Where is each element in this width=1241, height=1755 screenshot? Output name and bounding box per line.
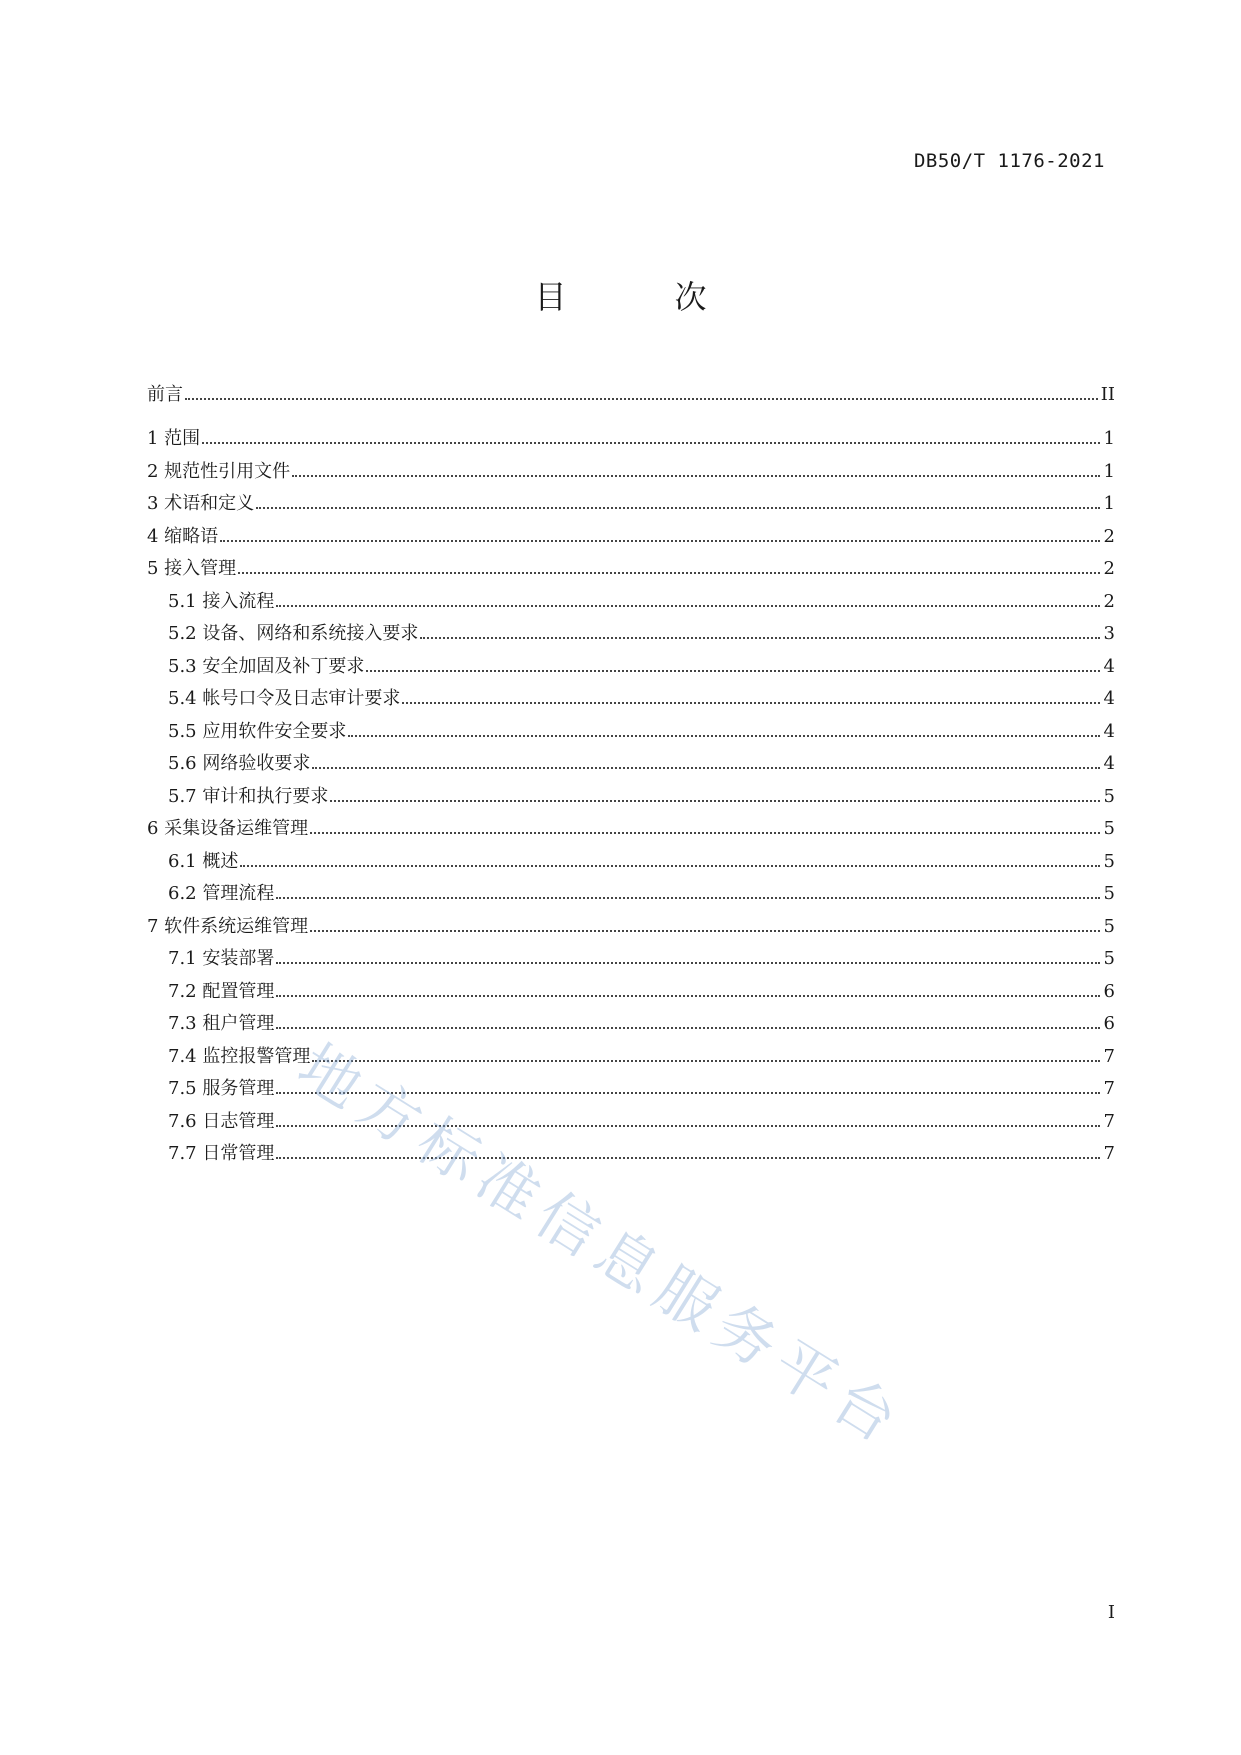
toc-entry-label: 6 采集设备运维管理 xyxy=(147,818,309,839)
toc-leader-dots xyxy=(310,929,1100,932)
toc-entry[interactable] xyxy=(147,748,1115,781)
toc-entry[interactable] xyxy=(147,1041,1115,1074)
toc-entry[interactable] xyxy=(147,553,1115,586)
toc-entry[interactable] xyxy=(147,813,1115,846)
toc-leader-dots xyxy=(312,766,1100,769)
toc-entry-label: 1 范围 xyxy=(147,428,201,449)
toc-entry-page: 4 xyxy=(1103,688,1115,709)
toc-entry-label: 6.2 管理流程 xyxy=(168,883,275,904)
toc-entry[interactable] xyxy=(147,846,1115,879)
toc-entry-page: 5 xyxy=(1103,883,1115,904)
page-number: I xyxy=(1107,1602,1115,1623)
toc-entry-page: 5 xyxy=(1103,948,1115,969)
toc-entry-label: 7.6 日志管理 xyxy=(168,1110,275,1132)
toc-entry-page: 1 xyxy=(1103,493,1115,514)
toc-entry-label: 7.3 租户管理 xyxy=(168,1013,275,1034)
toc-entry-label: 5.4 帐号口令及日志审计要求 xyxy=(168,688,401,709)
toc-entry-label: 5.1 接入流程 xyxy=(168,590,275,612)
toc-entry-page: 2 xyxy=(1103,590,1115,612)
toc-entry-page: 1 xyxy=(1103,428,1115,449)
toc-entry-page: 1 xyxy=(1103,460,1115,482)
toc-leader-dots xyxy=(402,701,1100,704)
toc-entry[interactable] xyxy=(147,943,1115,976)
toc-leader-dots xyxy=(276,1156,1100,1159)
toc-leader-dots xyxy=(348,734,1100,737)
toc-leader-dots xyxy=(240,864,1100,867)
toc-leader-dots xyxy=(312,1059,1100,1062)
toc-entry-page: 2 xyxy=(1103,558,1115,579)
toc-entry-label: 7 软件系统运维管理 xyxy=(147,915,309,937)
toc-leader-dots xyxy=(292,474,1100,477)
toc-leader-dots xyxy=(202,441,1100,444)
watermark: 地方标准信息服务平台 xyxy=(286,1031,917,1462)
toc-leader-dots xyxy=(310,831,1100,834)
toc-leader-dots xyxy=(420,636,1100,639)
toc-entry-page: 5 xyxy=(1103,818,1115,839)
toc-entry-page: 7 xyxy=(1103,1143,1115,1164)
toc-entry-label: 7.2 配置管理 xyxy=(168,980,275,1002)
toc-entry-label: 7.1 安装部署 xyxy=(168,948,275,969)
toc-entry[interactable] xyxy=(147,521,1115,554)
toc-entry-page: 6 xyxy=(1103,1013,1115,1034)
toc-leader-dots xyxy=(185,397,1098,400)
document-code: DB50/T 1176-2021 xyxy=(913,150,1105,172)
toc-entry[interactable] xyxy=(147,1008,1115,1041)
toc-entry-label: 2 规范性引用文件 xyxy=(147,460,291,482)
toc-entry[interactable] xyxy=(147,1073,1115,1106)
table-of-contents xyxy=(147,381,1115,1171)
toc-entry[interactable] xyxy=(147,456,1115,489)
toc-entry[interactable] xyxy=(147,586,1115,619)
toc-entry-page: 4 xyxy=(1103,753,1115,774)
toc-leader-dots xyxy=(276,961,1100,964)
toc-entry-page: 5 xyxy=(1103,785,1115,807)
toc-leader-dots xyxy=(330,799,1100,802)
toc-leader-dots xyxy=(238,571,1100,574)
toc-entry-label: 5.3 安全加固及补丁要求 xyxy=(168,655,365,677)
toc-entry[interactable] xyxy=(147,683,1115,716)
toc-entry[interactable] xyxy=(147,423,1115,456)
toc-entry-label: 5.7 审计和执行要求 xyxy=(168,785,329,807)
toc-leader-dots xyxy=(366,669,1100,672)
toc-entry-label: 5.5 应用软件安全要求 xyxy=(168,720,347,742)
toc-entry-label: 7.7 日常管理 xyxy=(168,1143,275,1164)
toc-entry[interactable] xyxy=(147,716,1115,749)
toc-leader-dots xyxy=(276,1124,1100,1127)
toc-entry[interactable] xyxy=(147,488,1115,521)
toc-entry-page: II xyxy=(1100,384,1115,405)
toc-entry-label: 5 接入管理 xyxy=(147,558,237,579)
toc-entry-label: 5.2 设备、网络和系统接入要求 xyxy=(168,623,419,644)
toc-entry-label: 3 术语和定义 xyxy=(147,493,255,514)
toc-entry-page: 7 xyxy=(1103,1045,1115,1067)
toc-leader-dots xyxy=(276,896,1100,899)
toc-title: 目 次 xyxy=(534,278,745,316)
toc-entry-page: 6 xyxy=(1103,980,1115,1002)
toc-entry-label: 6.1 概述 xyxy=(168,850,239,872)
toc-entry[interactable] xyxy=(147,781,1115,814)
toc-entry[interactable] xyxy=(147,1138,1115,1171)
toc-leader-dots xyxy=(276,994,1100,997)
toc-entry-label: 4 缩略语 xyxy=(147,525,219,547)
toc-entry-label: 7.4 监控报警管理 xyxy=(168,1045,311,1067)
toc-entry-page: 4 xyxy=(1103,655,1115,677)
toc-entry-page: 5 xyxy=(1103,850,1115,872)
toc-entry-page: 2 xyxy=(1103,525,1115,547)
toc-entry[interactable] xyxy=(147,976,1115,1009)
toc-entry-label: 7.5 服务管理 xyxy=(168,1078,275,1099)
toc-leader-dots xyxy=(276,1026,1100,1029)
toc-entry[interactable] xyxy=(147,381,1115,423)
toc-entry-page: 7 xyxy=(1103,1078,1115,1099)
toc-leader-dots xyxy=(276,1091,1100,1094)
toc-leader-dots xyxy=(256,506,1100,509)
toc-entry[interactable] xyxy=(147,618,1115,651)
toc-leader-dots xyxy=(276,604,1100,607)
toc-entry-label: 5.6 网络验收要求 xyxy=(168,753,311,774)
toc-entry-page: 3 xyxy=(1103,623,1115,644)
toc-entry[interactable] xyxy=(147,878,1115,911)
toc-entry-page: 7 xyxy=(1103,1110,1115,1132)
toc-entry-page: 5 xyxy=(1103,915,1115,937)
toc-leader-dots xyxy=(220,539,1100,542)
toc-entry-label: 前言 xyxy=(147,384,183,405)
toc-entry[interactable] xyxy=(147,651,1115,684)
toc-entry[interactable] xyxy=(147,1106,1115,1139)
toc-entry[interactable] xyxy=(147,911,1115,944)
toc-entry-page: 4 xyxy=(1103,720,1115,742)
